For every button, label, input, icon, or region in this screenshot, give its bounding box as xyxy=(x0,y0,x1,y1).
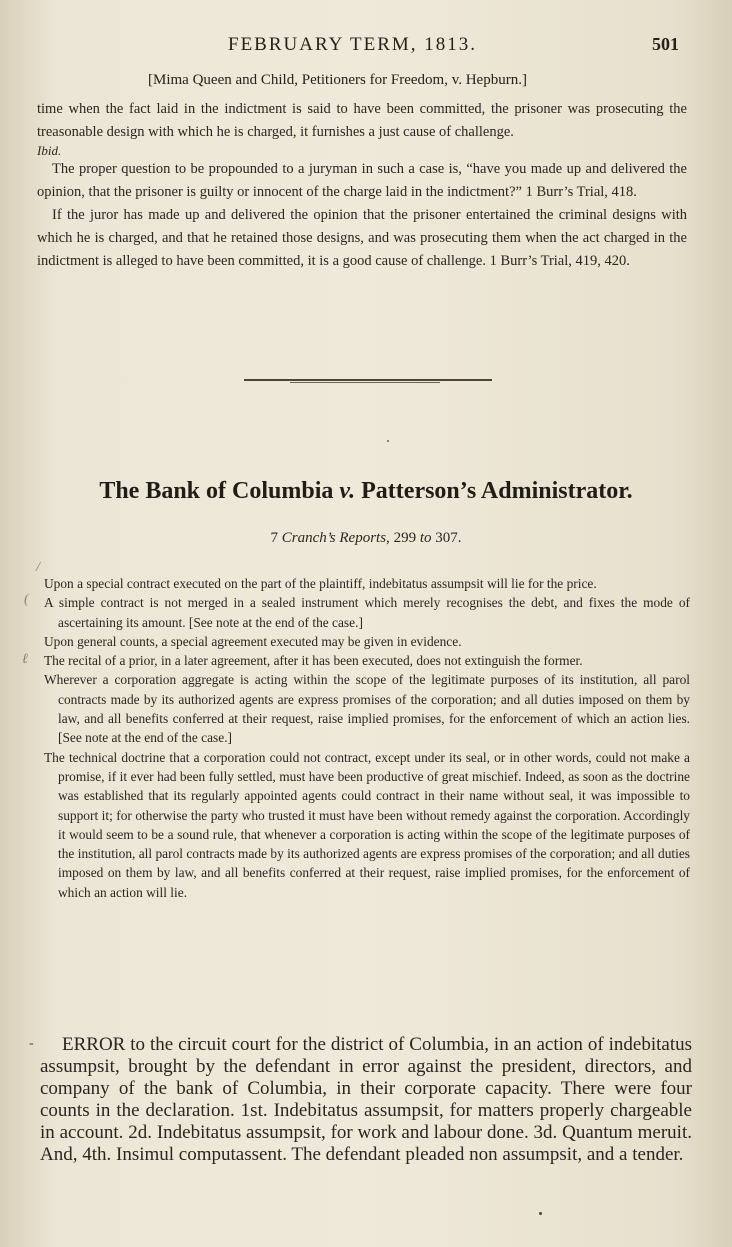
ibid-citation: Ibid. xyxy=(37,143,62,158)
headnote: Upon general counts, a special agreement executed may be given in evidence. xyxy=(44,633,462,649)
pencil-mark: ( xyxy=(24,592,29,607)
error-paragraph-text: ERROR to the circuit court for the district of Columbia, in an action of indebitatus assumpsit, brought by the defendant in error against the president, directors, and company of the bank of Columbia, in their corporate capacity. There were four counts in the declaration. 1st. Indebitatus assumpsit, for matters properly chargeable in account. 2d. Indebitatus assumpsit, for work and labour done. 3d. Quantum meruit. And, 4th. Insimul computassent. The defendant pleaded non assumpsit, and a tender. xyxy=(40,1034,692,1165)
headnote: Upon a special contract executed on the part of the plaintiff, indebitatus assumpsit will lie for the price. xyxy=(44,576,597,591)
headnotes xyxy=(44,574,690,902)
citation-start-page: 299 xyxy=(393,530,417,546)
headnote: A simple contract is not merged in a sealed instrument which merely recognises the debt, and fixes the mode of ascertaining its amount. [See note at the end of the case.] xyxy=(44,595,690,630)
continued-paragraph: If the juror has made up and delivered the opinion that the prisoner entertained the criminal designs with which he is charged, and that he retained those designs, and was prosecuting them when the act charged in the indictment is alleged to have been committed, it is a good cause of challenge. 1 Burr’s Trial, 419, 420. xyxy=(37,207,687,269)
section-divider xyxy=(244,379,492,381)
margin-dash: - xyxy=(29,1036,34,1051)
citation-end-page: 307. xyxy=(435,530,462,546)
running-title: FEBRUARY TERM, 1813. xyxy=(228,34,478,55)
pencil-mark: / xyxy=(36,560,40,575)
case-citation xyxy=(0,530,732,547)
error-paragraph xyxy=(40,1034,692,1166)
citation-volume: 7 xyxy=(270,530,278,546)
running-head xyxy=(0,34,732,64)
citation-reporter: Cranch’s Reports, xyxy=(281,530,390,546)
citation-to: to xyxy=(419,530,432,546)
pencil-mark: ℓ xyxy=(22,652,28,667)
ink-speck xyxy=(539,1212,542,1215)
section-divider-inner xyxy=(290,382,440,383)
case-title xyxy=(0,478,732,505)
headnote: The technical doctrine that a corporation could not contract, except under its seal, or in other words, could not make a promise, if it ever had been fully settled, must have been productive of great mischief. Indeed, as soon as the doctrine was established that its regularly appointed agents could contract in their name without seal, it was impossible to support it; for otherwise the party who trusted it must have been without remedy against the corporation. Accordingly it would seem to be a sound rule, that whenever a corporation is acting within the scope of the legitimate purposes of the institution, all parol contracts made by its authorized agents are express promises of the corporation; and all duties imposed on them by law, and all benefits conferred at their request, raise implied promises, for the enforcement of which an action will lie. xyxy=(44,749,690,900)
continued-paragraph: time when the fact laid in the indictment is said to have been committed, the prisoner was prosecuting the treasonable design with which he is charged, it furnishes a just cause of challenge. xyxy=(37,101,687,140)
page-number: 501 xyxy=(652,34,679,54)
case-caption-bracket: [Mima Queen and Child, Petitioners for Freedom, v. Hepburn.] xyxy=(148,72,527,88)
headnote: Wherever a corporation aggregate is acting within the scope of the legitimate purposes of its institution, all parol contracts made by its authorized agents are express promises of the corporation; and all duties imposed on them by law, and all benefits conferred at their request, raise implied promises, for the enforcement of which an action lies. [See note at the end of the case.] xyxy=(44,672,690,746)
case-title-plaintiff: The Bank of Columbia xyxy=(99,478,334,504)
case-title-versus: v. xyxy=(339,478,356,504)
case-title-defendant: Patterson’s Administrator. xyxy=(361,478,633,504)
ink-speck xyxy=(387,440,389,442)
continued-text xyxy=(37,98,687,273)
continued-paragraph: The proper question to be propounded to a juryman in such a case is, “have you made up and delivered the opinion, that the prisoner is guilty or innocent of the charge laid in the indictment?” 1 Burr’s Trial, 418. xyxy=(37,161,687,200)
headnote: The recital of a prior, in a later agreement, after it has been executed, does not extinguish the former. xyxy=(44,653,583,669)
